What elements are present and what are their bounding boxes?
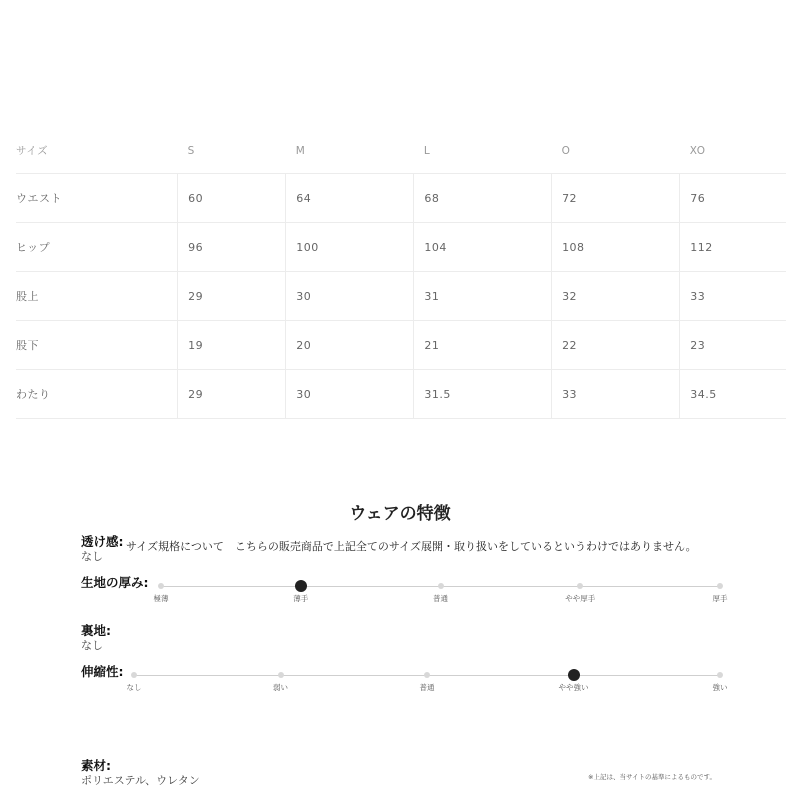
table-cell: 100 xyxy=(286,223,414,272)
table-cell: 33 xyxy=(680,272,786,321)
table-cell: 31 xyxy=(414,272,552,321)
table-cell: 72 xyxy=(552,174,680,223)
row-label: ヒップ xyxy=(16,223,178,272)
thickness-scale xyxy=(153,581,728,611)
row-label: わたり xyxy=(16,370,178,419)
table-cell: 34.5 xyxy=(680,370,786,419)
size-table xyxy=(16,128,786,419)
scale-option-label: 厚手 xyxy=(712,594,728,603)
scale-marker xyxy=(438,583,444,589)
table-cell: 30 xyxy=(286,370,414,419)
table-cell: 104 xyxy=(414,223,552,272)
features-title: ウェアの特徴 xyxy=(349,504,451,524)
scale-option-label: 強い xyxy=(712,683,728,692)
thickness-label: 生地の厚み: xyxy=(81,575,149,590)
table-row xyxy=(16,174,786,223)
scale-option-label: 弱い xyxy=(273,683,288,692)
transparency-label: 透け感: xyxy=(81,534,124,549)
table-row xyxy=(16,370,786,419)
scale-option-label: 普通 xyxy=(433,594,448,603)
table-cell: 64 xyxy=(286,174,414,223)
size-table-header xyxy=(16,128,786,174)
table-cell: 19 xyxy=(178,321,286,370)
scale-marker xyxy=(577,583,583,589)
table-cell: 31.5 xyxy=(414,370,552,419)
table-cell: 21 xyxy=(414,321,552,370)
table-row xyxy=(16,321,786,370)
size-note: サイズ規格について こちらの販売商品で上記全てのサイズ展開・取り扱いをしているというわけではありません。 xyxy=(126,540,697,553)
lining-value: なし xyxy=(81,639,103,652)
scale-option-label: なし xyxy=(126,683,142,692)
scale-marker-selected xyxy=(295,580,307,592)
table-cell: 23 xyxy=(680,321,786,370)
scale-option-label: 薄手 xyxy=(293,594,309,603)
table-cell: 96 xyxy=(178,223,286,272)
table-cell: 30 xyxy=(286,272,414,321)
scale-marker xyxy=(424,672,430,678)
table-cell: 108 xyxy=(552,223,680,272)
table-cell: 68 xyxy=(414,174,552,223)
transparency-value: なし xyxy=(81,550,103,563)
table-row xyxy=(16,223,786,272)
row-label: 股上 xyxy=(16,272,178,321)
table-cell: 29 xyxy=(178,272,286,321)
table-cell: 112 xyxy=(680,223,786,272)
scale-marker xyxy=(717,672,723,678)
scale-marker xyxy=(131,672,137,678)
scale-marker-selected xyxy=(568,669,580,681)
table-cell: 32 xyxy=(552,272,680,321)
stretch-scale xyxy=(126,670,728,700)
header-cell: XO xyxy=(680,128,786,174)
header-cell: L xyxy=(414,128,552,174)
row-label: 股下 xyxy=(16,321,178,370)
header-cell: O xyxy=(552,128,680,174)
scale-option-label: 極薄 xyxy=(153,594,169,603)
table-cell: 22 xyxy=(552,321,680,370)
scale-option-label: やや強い xyxy=(558,683,589,692)
header-cell: サイズ xyxy=(16,128,178,174)
table-row xyxy=(16,272,786,321)
header-cell: M xyxy=(286,128,414,174)
table-cell: 29 xyxy=(178,370,286,419)
table-cell: 33 xyxy=(552,370,680,419)
scale-option-label: 普通 xyxy=(419,683,435,692)
lining-label: 裏地: xyxy=(81,623,111,638)
footnote: ※上記は、当サイトの基準によるものです。 xyxy=(588,773,716,781)
table-cell: 76 xyxy=(680,174,786,223)
table-cell: 60 xyxy=(178,174,286,223)
scale-marker xyxy=(158,583,164,589)
scale-marker xyxy=(278,672,284,678)
stretch-label: 伸縮性: xyxy=(81,664,124,679)
table-cell: 20 xyxy=(286,321,414,370)
scale-option-label: やや厚手 xyxy=(565,594,596,603)
material-value: ポリエステル、ウレタン xyxy=(81,774,200,787)
row-label: ウエスト xyxy=(16,174,178,223)
material-label: 素材: xyxy=(81,758,111,773)
header-cell: S xyxy=(178,128,286,174)
scale-marker xyxy=(717,583,723,589)
